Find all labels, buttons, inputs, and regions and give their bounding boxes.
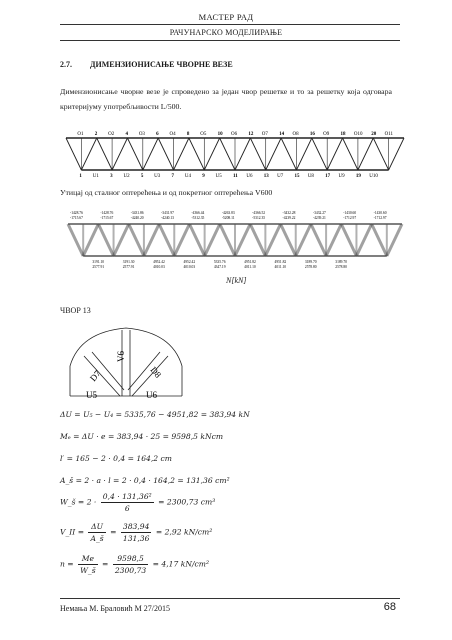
truss-diagonal: [66, 138, 81, 170]
forces-member-band: [189, 224, 204, 256]
forces-top-value-2: -4239.21: [312, 216, 326, 220]
forces-member-band: [311, 224, 326, 256]
eq5-numerator: 0,4 · 131,36²: [102, 492, 152, 501]
eq-section-modulus: [60, 492, 215, 513]
forces-bottom-value-2: 4011.10: [274, 265, 287, 269]
forces-member-band: [372, 224, 387, 256]
node-title: ЧВОР 13: [60, 306, 91, 315]
eq-length: l′ = 165 − 2 · 0,4 = 164,2 cm: [60, 454, 172, 463]
node-label-d7: D7: [87, 368, 103, 384]
forces-diagram: [60, 208, 410, 272]
forces-member-band: [205, 224, 220, 256]
eq5-rhs: = 2300,73 cm³: [158, 497, 216, 507]
eq7-numerator-2: 9598,5: [113, 554, 148, 565]
forces-top-value: -1428.76: [70, 211, 83, 215]
eq-area: A_š = 2 · a · l = 2 · 0,4 · 164,2 = 131,36 cm²: [60, 476, 230, 485]
forces-top-value-2: -4240.20: [130, 216, 144, 220]
forces-member-band: [114, 224, 129, 256]
truss-top-chord-label: O6: [231, 132, 238, 137]
eq6-numerator-2: 383,94: [122, 522, 150, 531]
forces-top-value-2: -1712.97: [343, 216, 357, 220]
truss-node-number: 13: [263, 174, 269, 178]
eq6-denominator-2: 131,36: [122, 534, 150, 543]
forces-member-band: [68, 224, 83, 256]
eq6-fraction-2: [121, 522, 152, 543]
truss-node-number: 5: [140, 174, 144, 178]
truss-diagonal: [204, 138, 219, 170]
header-divider-bottom: [60, 40, 400, 41]
truss-node-number: 3: [110, 174, 113, 178]
forces-top-value: -3432.28: [282, 211, 296, 215]
forces-top-value-2: -1715.67: [70, 216, 83, 220]
node-label-v6: V6: [116, 351, 126, 362]
truss-top-chord-label: O4: [169, 132, 176, 137]
truss-node-number: 2: [94, 132, 98, 137]
truss-diagonal: [250, 138, 265, 170]
forces-bottom-value: 4951.82: [274, 260, 287, 264]
node-13-diagram: [64, 326, 194, 404]
forces-member-band: [144, 224, 159, 256]
truss-bottom-chord-label: U5: [215, 174, 222, 178]
forces-member-band: [356, 224, 371, 256]
forces-top-value: -4263.83: [221, 211, 235, 215]
eq5-fraction: [101, 492, 154, 513]
truss-diagonal: [343, 138, 358, 170]
forces-top-value: -3431.97: [161, 211, 174, 215]
forces-member-band: [326, 224, 341, 256]
truss-diagonal: [281, 138, 296, 170]
page-number: 68: [383, 601, 396, 613]
eq-shear-stress: [60, 522, 212, 543]
truss-node-number: 12: [248, 132, 254, 137]
truss-node-number: 8: [186, 132, 190, 137]
forces-member-band: [174, 224, 189, 256]
forces-top-value: -4366.52: [252, 211, 266, 215]
truss-diagonal: [220, 138, 235, 170]
truss-node-number: 10: [217, 132, 223, 137]
eq7-lhs: n =: [60, 559, 74, 569]
eq6-equals: =: [110, 527, 117, 537]
node-outline-arc: [70, 328, 182, 366]
truss-node-number: 11: [233, 174, 238, 178]
forces-top-value-2: -4239.22: [282, 216, 296, 220]
node-label-d8: D8: [148, 364, 164, 380]
eq7-equals: =: [102, 559, 109, 569]
truss-top-chord-label: O7: [261, 132, 268, 137]
forces-caption: Утицај од сталног оптерећења и од покретног оптерећења V600: [60, 188, 273, 197]
eq6-rhs: = 2,92 kN/cm²: [155, 527, 213, 537]
truss-top-chord-label: O2: [108, 132, 115, 137]
forces-bottom-value-2: 4010.03: [153, 265, 165, 269]
truss-diagonal: [189, 138, 204, 170]
truss-bottom-chord-label: U7: [277, 174, 284, 178]
forces-member-band: [83, 224, 98, 256]
node-label-u6: U6: [146, 390, 157, 400]
forces-member-band: [250, 224, 265, 256]
forces-bottom-value-2: 2578.80: [304, 265, 317, 269]
truss-node-number: 20: [371, 132, 377, 137]
forces-top-value: -1428.76: [100, 211, 114, 215]
truss-bottom-chord-label: U3: [154, 174, 161, 178]
eq-normal-stress: [60, 554, 209, 575]
truss-diagonal: [358, 138, 373, 170]
forces-member-band: [220, 224, 235, 256]
eq7-fraction-2: [113, 554, 148, 575]
forces-top-value: -3432.27: [312, 211, 326, 215]
forces-top-value-2: -5312.35: [252, 216, 266, 220]
forces-member-band: [296, 224, 311, 256]
forces-top-value: -1430.60: [373, 211, 387, 215]
forces-top-value: -3431.86: [130, 211, 144, 215]
truss-diagonal: [174, 138, 189, 170]
forces-bottom-value: 3191.10: [92, 260, 105, 264]
header-divider: [60, 24, 400, 25]
truss-bottom-chord-label: U1: [92, 174, 99, 178]
eq6-denominator-1: A_š: [90, 534, 104, 543]
forces-member-band: [265, 224, 280, 256]
eq6-lhs: V_II =: [60, 527, 85, 537]
eq7-fraction-1: [78, 554, 98, 575]
truss-bottom-chord-label: U4: [184, 174, 192, 178]
section-title: ДИМЕНЗИОНИСАЊЕ ЧВОРНЕ ВЕЗЕ: [90, 60, 233, 69]
truss-diagonal: [112, 138, 127, 170]
eq5-lhs: W_š = 2 ·: [60, 497, 97, 507]
forces-top-value: -4366.44: [191, 211, 205, 215]
truss-node-number: 6: [156, 132, 159, 137]
truss-diagonal: [373, 138, 388, 170]
forces-top-value-2: -5208.11: [221, 216, 235, 220]
truss-node-number: 14: [279, 132, 285, 137]
truss-top-chord-label: O9: [323, 132, 330, 137]
truss-diagonal: [266, 138, 281, 170]
truss-bottom-chord-label: U2: [123, 174, 130, 178]
eq7-rhs: = 4,17 kN/cm²: [152, 559, 210, 569]
forces-member-band: [129, 224, 144, 256]
forces-top-value-2: -4240.13: [161, 216, 174, 220]
forces-member-band: [281, 224, 296, 256]
truss-bottom-chord-label: U8: [307, 174, 314, 178]
truss-node-number: 18: [340, 132, 346, 137]
forces-units: N[kN]: [226, 276, 247, 285]
truss-top-chord-label: O8: [292, 132, 299, 137]
eq6-numerator-1: ΔU: [88, 522, 105, 533]
forces-bottom-value-2: 4347.19: [213, 265, 226, 269]
eq7-denominator-1: W_š: [80, 566, 96, 575]
truss-top-chord-label: O11: [384, 132, 394, 137]
truss-diagonal: [389, 138, 404, 170]
truss-top-chord-label: O10: [353, 132, 363, 137]
forces-top-value-2: -5312.35: [191, 216, 205, 220]
section-number: 2.7.: [60, 60, 72, 69]
truss-diagonal: [327, 138, 342, 170]
forces-member-band: [98, 224, 113, 256]
truss-node-number: 1: [79, 174, 82, 178]
forces-top-value-2: -1715.67: [100, 216, 114, 220]
eq7-numerator-1: Me: [78, 554, 98, 565]
eq5-denominator: 6: [124, 504, 130, 513]
forces-bottom-value: 4951.82: [244, 260, 256, 264]
truss-bottom-chord-label: U10: [369, 174, 378, 178]
footer-divider: [60, 598, 400, 599]
forces-top-value-2: -1712.97: [373, 216, 387, 220]
truss-node-number: 17: [325, 174, 331, 178]
forces-bottom-value-2: 2577.91: [122, 265, 135, 269]
forces-member-band: [341, 224, 356, 256]
truss-bottom-chord-label: U6: [246, 174, 253, 178]
truss-node-number: 4: [125, 132, 128, 137]
forces-bottom-value-2: 2577.91: [92, 265, 105, 269]
header-subtitle: РАЧУНАРСКО МОДЕЛИРАЊЕ: [169, 28, 283, 37]
truss-top-chord-label: O5: [200, 132, 207, 137]
truss-diagonal: [127, 138, 142, 170]
truss-diagonal: [312, 138, 327, 170]
eq-delta-u: ΔU = U₅ − U₄ = 5335,76 − 4951,82 = 383,94 kN: [60, 410, 250, 419]
node-label-u5: U5: [86, 390, 97, 400]
forces-bottom-value: 4952.42: [183, 260, 196, 264]
forces-member-band: [159, 224, 174, 256]
eq-moment: Mₑ = ΔU · e = 383,94 · 25 = 9598,5 kNcm: [60, 432, 224, 441]
forces-bottom-value-2: 2578.80: [335, 265, 347, 269]
truss-diagonal: [296, 138, 311, 170]
truss-node-number: 9: [202, 174, 205, 178]
intro-paragraph: Димензионисање чворне везе је спроведено за један чвор решетке и то за решетку која одговара критеријуму употребљивости L/500.: [60, 87, 392, 111]
forces-member-band: [235, 224, 250, 256]
eq6-fraction-1: [88, 522, 105, 543]
forces-bottom-value-2: 4010.03: [183, 265, 196, 269]
footer-author: Немања М. Браловић М 27/2015: [60, 604, 170, 613]
eq7-denominator-2: 2300,73: [114, 566, 147, 575]
truss-diagonal: [81, 138, 96, 170]
forces-bottom-value: 4952.42: [153, 260, 165, 264]
truss-diagonal: [143, 138, 158, 170]
truss-top-chord-label: O1: [77, 132, 84, 137]
truss-bottom-chord-label: U9: [338, 174, 345, 178]
forces-bottom-value: 3191.30: [122, 260, 135, 264]
truss-diagonal: [235, 138, 250, 170]
truss-diagonal: [158, 138, 173, 170]
truss-node-number: 19: [355, 174, 361, 178]
forces-top-value: -1430.60: [343, 211, 357, 215]
truss-node-number: 15: [294, 174, 300, 178]
section-heading: [60, 60, 233, 69]
truss-node-number: 16: [309, 132, 315, 137]
forces-bottom-value: 3189.70: [304, 260, 317, 264]
header-title: МАСТЕР РАД: [198, 12, 254, 22]
forces-bottom-value: 3189.70: [335, 260, 347, 264]
truss-top-chord-label: O3: [138, 132, 145, 137]
truss-diagram: [60, 124, 410, 178]
truss-diagonal: [97, 138, 112, 170]
forces-bottom-value: 5335.76: [213, 260, 226, 264]
forces-bottom-value-2: 4011.10: [244, 265, 256, 269]
truss-node-number: 7: [171, 174, 175, 178]
forces-member-band: [387, 224, 402, 256]
